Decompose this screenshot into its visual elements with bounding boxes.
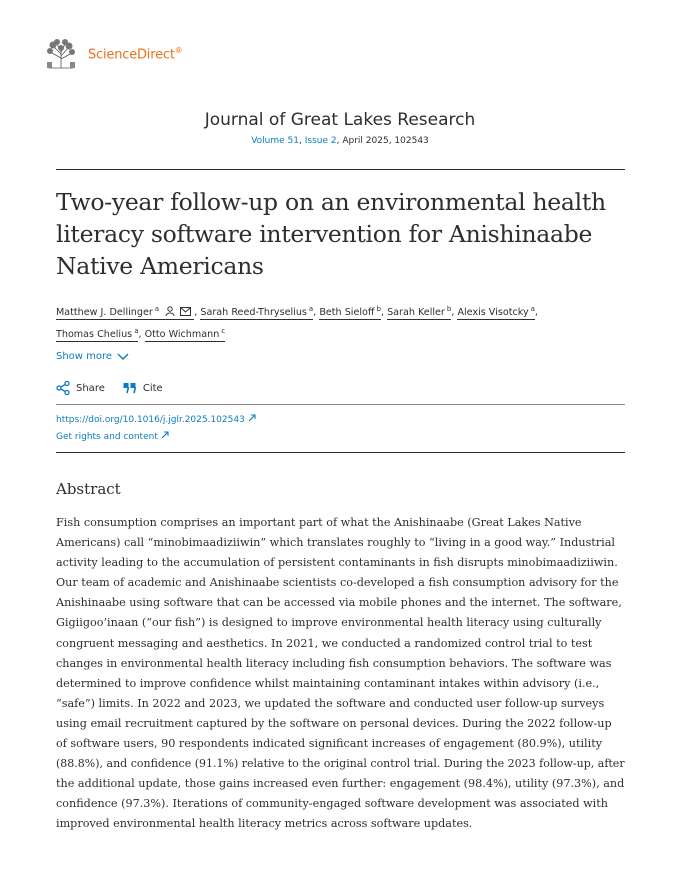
title-line: Two-year follow-up on an environmental health <box>56 188 606 216</box>
author-link[interactable]: Thomas Chelius $^a$ <box>56 327 139 341</box>
abstract-line: changes in environmental health literacy including fish consumption behaviors. The software was <box>56 656 612 670</box>
author-link[interactable]: Alexis Visotcky $^a$ <box>457 305 535 319</box>
issue-link[interactable]: Issue 2 <box>304 136 337 146</box>
doi-link[interactable]: https://doi.org/10.1016/j.jglr.2025.102543 <box>56 414 256 425</box>
abstract-line: congruent messaging and aesthetics. In 2021, we conducted a randomized control trial to test <box>56 636 593 650</box>
author-link[interactable]: Otto Wichmann $^c$ <box>144 327 226 341</box>
author-link[interactable]: Sarah Keller $^b$ <box>387 305 452 319</box>
abstract-line: Gigiigoo’inaan (“our fish”) is designed to improve environmental health literacy using culturally <box>56 616 602 630</box>
issue-info <box>0 136 680 146</box>
abstract-divider <box>56 452 625 453</box>
abstract-line: Americans) call “minobimaadiziiwin” which translates roughly to “living in a good way.” Industrial <box>56 536 615 550</box>
cite-button[interactable] <box>123 382 163 394</box>
external-link-icon <box>248 414 256 422</box>
show-more-button[interactable] <box>56 351 129 362</box>
author-line: Thomas Chelius $^a$, Otto Wichmann $^c$ <box>56 327 226 341</box>
volume-link[interactable]: Volume 51 <box>251 136 300 146</box>
cite-label: Cite <box>142 382 163 394</box>
issue-separator: , <box>336 136 343 146</box>
issue-separator: , <box>299 136 305 146</box>
abstract-line: the additional update, those gains increased even further: engagement (98.4%), utility (97.3%), and <box>56 777 625 791</box>
person-icon <box>165 306 175 316</box>
rights-link[interactable]: Get rights and content <box>56 431 169 442</box>
abstract-line: Fish consumption comprises an important part of what the Anishinaabe (Great Lakes Native <box>56 516 582 529</box>
abstract-line: of software users, 90 respondents indicated significant increases of engagement (80.9%), utility <box>56 737 603 751</box>
journal-name[interactable]: Journal of Great Lakes Research <box>204 110 476 130</box>
abstract-line: Anishinaabe using software that can be accessed via mobile phones and the internet. The software, <box>56 596 622 610</box>
article-title <box>56 186 625 282</box>
author-line: Matthew J. Dellinger $^a$ , Sarah Reed-Thryselius $^a$, Beth Sieloff $^b$, Sarah Keller $^b$, Alexis Visotcky $^a$, <box>56 305 538 319</box>
abstract-line: “safe”) limits. In 2022 and 2023, we updated the software and conducted user follow-up surveys <box>56 696 605 710</box>
article-actions <box>56 381 181 395</box>
abstract-line: Our team of academic and Anishinaabe scientists co-developed a fish consumption advisory for the <box>56 576 619 590</box>
abstract-line: determined to improve confidence whilst maintaining contaminant intakes within advisory (i.e., <box>56 676 600 690</box>
sciencedirect-logo[interactable] <box>44 38 183 70</box>
abstract-line: (88.8%), and confidence (91.1%) relative to the original control trial. During the 2023 follow-up, after <box>56 757 625 771</box>
header-divider <box>56 169 625 170</box>
title-line: Native Americans <box>56 252 264 280</box>
abstract-line: improved environmental health literacy metrics across software updates. <box>56 817 473 831</box>
logo-text: ScienceDirect® <box>88 45 183 63</box>
title-line: literacy software intervention for Anishinaabe <box>56 220 593 248</box>
author-link[interactable]: Sarah Reed-Thryselius $^a$ <box>200 305 314 319</box>
abstract-line: confidence (97.3%). Iterations of community-engaged software development was associated with <box>56 797 608 811</box>
quote-icon <box>123 382 137 394</box>
share-icon <box>56 381 70 395</box>
actions-divider <box>56 404 625 405</box>
show-more-label: Show more <box>56 351 113 362</box>
external-link-icon <box>161 431 169 439</box>
email-icon <box>180 307 191 316</box>
author-link[interactable]: Beth Sieloff $^b$ <box>319 305 381 319</box>
author-link[interactable]: Matthew J. Dellinger $^a$ <box>56 307 194 320</box>
article-date-number: April 2025, 102543 <box>342 136 429 146</box>
abstract-line: using email recruitment captured by the software on personal devices. During the 2022 follow-up <box>56 716 612 730</box>
elsevier-tree-icon <box>44 38 78 70</box>
chevron-down-icon <box>117 353 129 361</box>
author-list <box>56 300 625 344</box>
abstract-line: activity leading to the accumulation of persistent contaminants in fish disrupts minobimaadiziiwin. <box>56 556 618 570</box>
abstract-heading: Abstract <box>56 480 121 498</box>
abstract-text <box>56 513 625 835</box>
share-label: Share <box>76 382 105 394</box>
share-button[interactable] <box>56 381 105 395</box>
